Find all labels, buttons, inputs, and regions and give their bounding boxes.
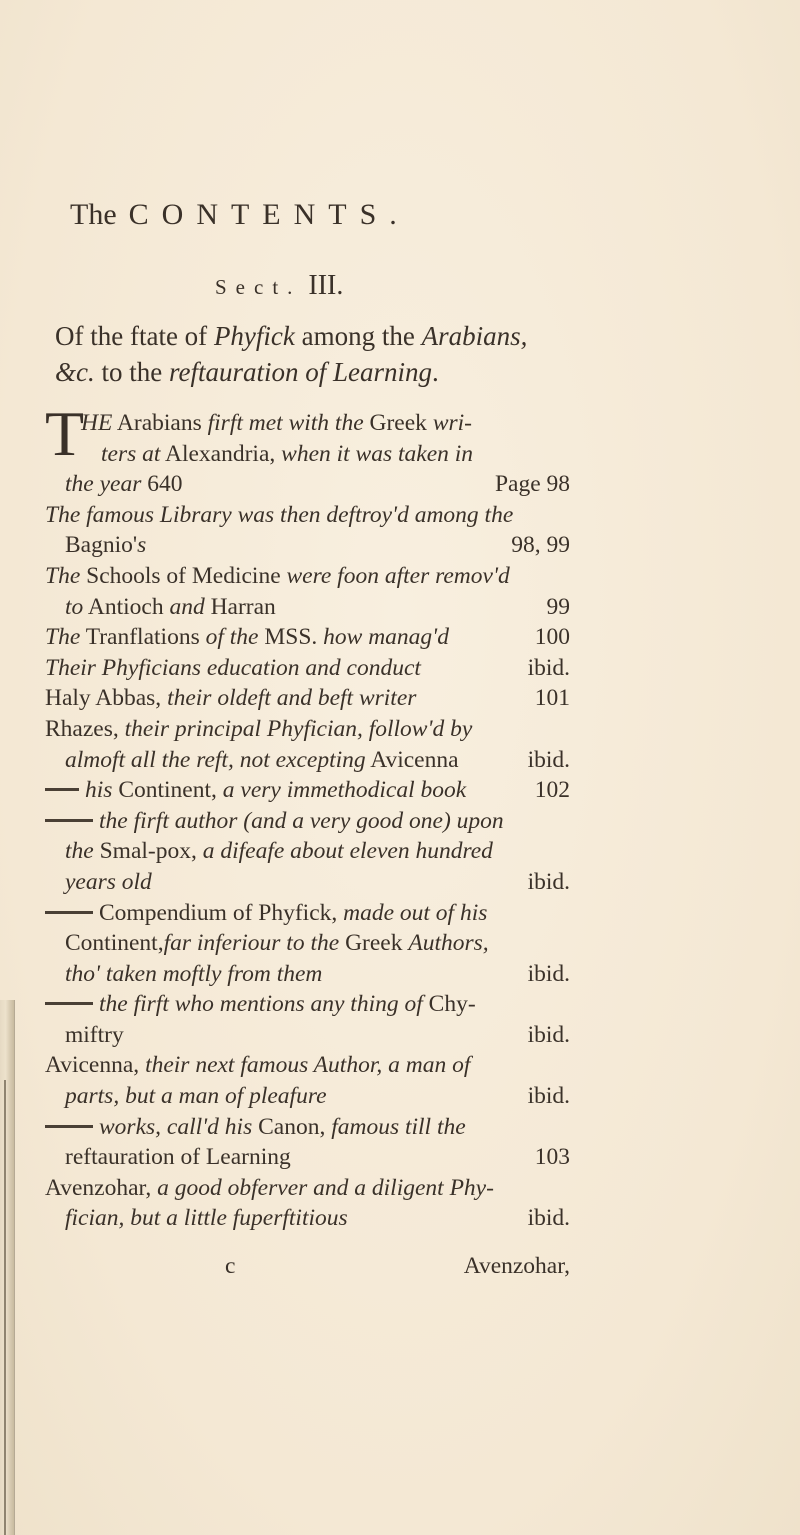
text-run: a good obferver and a diligent Phy- bbox=[157, 1174, 494, 1201]
section-title-line-2 bbox=[55, 354, 575, 390]
text-run: Smal-pox, bbox=[93, 838, 203, 865]
text-run: Tranflations bbox=[80, 624, 206, 651]
ditto-dash-icon bbox=[45, 788, 79, 791]
text-run: made out of his bbox=[343, 899, 488, 926]
text-run: Bagnio' bbox=[65, 532, 138, 559]
page-reference: Page 98 bbox=[494, 471, 570, 498]
contents-entry-line bbox=[45, 1142, 570, 1173]
text-run: Avicenna bbox=[365, 746, 459, 773]
text-run: Arabians, bbox=[421, 321, 528, 351]
text-run: his bbox=[85, 777, 113, 804]
entry-text bbox=[65, 867, 152, 898]
book-binding-edge bbox=[0, 1000, 15, 1535]
entry-text bbox=[65, 1142, 291, 1173]
entry-text bbox=[65, 1020, 124, 1051]
text-run: Avicenna, bbox=[45, 1052, 146, 1079]
running-title bbox=[70, 198, 410, 232]
contents-entry-line bbox=[45, 653, 570, 684]
text-run: their next famous Author, a man of bbox=[145, 1052, 471, 1079]
page-reference: 102 bbox=[534, 777, 570, 804]
text-run: Canon, bbox=[252, 1113, 332, 1140]
section-number: III. bbox=[308, 270, 344, 301]
text-run: the firft author (and a very good one) upon bbox=[99, 807, 504, 834]
text-run: Haly Abbas, bbox=[45, 685, 168, 712]
contents-entry-line bbox=[45, 928, 570, 959]
contents-entry-line bbox=[45, 1020, 570, 1051]
entry-text bbox=[45, 622, 449, 653]
page-reference: 99 bbox=[546, 593, 570, 620]
page-reference: ibid. bbox=[527, 1205, 570, 1232]
text-run: when it was taken in bbox=[281, 440, 474, 467]
text-run: to the bbox=[94, 357, 169, 387]
text-run: MSS. bbox=[258, 624, 324, 651]
ditto-dash-icon bbox=[45, 911, 93, 914]
contents-entry-line bbox=[45, 714, 570, 745]
entry-text bbox=[65, 592, 276, 623]
text-run: to bbox=[65, 593, 84, 620]
entry-text bbox=[65, 1203, 348, 1234]
text-run: works, call'd his bbox=[99, 1113, 253, 1140]
text-run: s bbox=[137, 532, 147, 559]
entry-text bbox=[65, 469, 182, 500]
entry-text bbox=[45, 500, 513, 531]
entry-text bbox=[45, 898, 487, 929]
contents-entry-line bbox=[45, 806, 570, 837]
text-run: Chy- bbox=[422, 991, 476, 1018]
entry-text bbox=[45, 989, 476, 1020]
text-run: and bbox=[169, 593, 205, 620]
text-run: Continent, bbox=[112, 777, 223, 804]
contents-entry-line bbox=[45, 836, 570, 867]
entry-text bbox=[65, 836, 493, 867]
ditto-dash-icon bbox=[45, 1125, 93, 1128]
section-heading bbox=[215, 270, 343, 302]
text-run: were foon after remov'd bbox=[286, 562, 510, 589]
section-title bbox=[55, 318, 575, 390]
contents-entry-line bbox=[45, 683, 570, 714]
text-run: Avenzohar, bbox=[45, 1174, 158, 1201]
text-run: reftauration of Learning bbox=[65, 1144, 291, 1171]
text-run: a very immethodical book bbox=[222, 777, 467, 804]
text-run: among the bbox=[294, 321, 422, 351]
text-run: of the bbox=[205, 624, 259, 651]
text-run: Rhazes, bbox=[45, 715, 125, 742]
text-run: tho' taken moftly from them bbox=[65, 960, 323, 987]
page-reference: ibid. bbox=[527, 1021, 570, 1048]
contents-entry-line bbox=[45, 530, 570, 561]
contents-entry-line bbox=[45, 745, 570, 776]
entry-text bbox=[65, 928, 489, 959]
drop-cap: T bbox=[45, 398, 85, 469]
contents-entry-line bbox=[45, 867, 570, 898]
contents-entry-line bbox=[45, 439, 570, 470]
ditto-dash-icon bbox=[45, 1002, 93, 1005]
text-run: their principal Phyfician, follow'd by bbox=[124, 715, 473, 742]
text-run: far inferiour to the bbox=[163, 930, 340, 957]
signature-mark: c bbox=[225, 1253, 236, 1279]
text-run: Authors, bbox=[408, 930, 489, 957]
running-title-caps: CONTENTS. bbox=[128, 198, 410, 231]
text-run: Continent, bbox=[65, 930, 164, 957]
text-run: the firft who mentions any thing of bbox=[99, 991, 423, 1018]
text-run: The bbox=[45, 562, 81, 589]
contents-entry-line bbox=[45, 561, 570, 592]
text-run: Compendium of Phyfick, bbox=[99, 899, 344, 926]
page-reference: ibid. bbox=[527, 960, 570, 987]
entry-text bbox=[65, 1081, 327, 1112]
text-run: the bbox=[65, 838, 94, 865]
page-footer bbox=[45, 1253, 570, 1283]
contents-entry-line bbox=[45, 1203, 570, 1234]
entry-text bbox=[45, 653, 421, 684]
text-run: Alexandria, bbox=[160, 440, 282, 467]
contents-entry-line bbox=[45, 989, 570, 1020]
text-run: years old bbox=[65, 868, 152, 895]
entry-text bbox=[45, 561, 510, 592]
text-run: &c. bbox=[55, 357, 95, 387]
contents-entry-line bbox=[45, 469, 570, 500]
text-run: Greek bbox=[339, 930, 409, 957]
text-run: how manag'd bbox=[323, 624, 449, 651]
page-reference: ibid. bbox=[527, 1083, 570, 1110]
entry-text bbox=[65, 959, 322, 990]
text-run: HE bbox=[81, 410, 113, 436]
entry-text bbox=[45, 775, 466, 806]
contents-entry-line bbox=[45, 622, 570, 653]
contents-entry-line bbox=[45, 1173, 570, 1204]
text-run: wri- bbox=[432, 410, 472, 436]
entry-text bbox=[45, 1112, 466, 1143]
text-run: Antioch bbox=[83, 593, 170, 620]
contents-entry-line bbox=[45, 898, 570, 929]
text-run: famous till the bbox=[331, 1113, 466, 1140]
entry-text bbox=[45, 806, 504, 837]
page-reference: 100 bbox=[534, 624, 570, 651]
section-label: Sect. bbox=[215, 275, 302, 299]
text-run: the year bbox=[65, 471, 142, 498]
section-title-line-1 bbox=[55, 318, 575, 354]
text-run: Their Phyficians education and conduct bbox=[45, 654, 421, 681]
catchword: Avenzohar, bbox=[463, 1253, 570, 1279]
page-reference: 101 bbox=[534, 685, 570, 712]
entry-text bbox=[45, 683, 416, 714]
running-title-prefix: The bbox=[70, 198, 117, 231]
text-run: . bbox=[432, 357, 439, 387]
text-run: reftauration of Learning bbox=[169, 357, 433, 387]
ditto-dash-icon bbox=[45, 819, 93, 822]
contents-entry-line bbox=[45, 1081, 570, 1112]
text-run: 640 bbox=[141, 471, 183, 498]
page-reference: ibid. bbox=[527, 746, 570, 773]
contents-entry-line bbox=[45, 500, 570, 531]
page-reference: 103 bbox=[534, 1144, 570, 1171]
text-run: ters at bbox=[101, 440, 161, 467]
entry-text bbox=[65, 530, 146, 561]
page-reference: ibid. bbox=[527, 654, 570, 681]
text-run: The bbox=[45, 624, 81, 651]
text-run: fician, but a little fuperftitious bbox=[65, 1205, 348, 1232]
entry-text bbox=[65, 745, 459, 776]
entry-text bbox=[45, 714, 472, 745]
text-run: Schools of Medicine bbox=[80, 562, 287, 589]
contents-entry-line bbox=[45, 1112, 570, 1143]
text-run: Greek bbox=[363, 410, 433, 436]
text-run: Harran bbox=[204, 593, 276, 620]
text-run: Of the ftate of bbox=[55, 321, 214, 351]
contents-entry-line bbox=[45, 775, 570, 806]
text-run: almoft all the reft, not excepting bbox=[65, 746, 366, 773]
contents-entry-line bbox=[45, 592, 570, 623]
text-run: firft met with the bbox=[207, 410, 364, 436]
text-run: their oldeft and beft writer bbox=[167, 685, 417, 712]
text-run: a difeafe about eleven hundred bbox=[202, 838, 493, 865]
text-run: parts, but a man of pleafure bbox=[65, 1083, 327, 1110]
text-run: The famous Library was then deftroy'd among the bbox=[45, 501, 514, 528]
text-run: miftry bbox=[65, 1021, 124, 1048]
contents-entries bbox=[45, 398, 570, 1234]
contents-entry-line bbox=[45, 959, 570, 990]
entry-text bbox=[81, 408, 472, 439]
page-reference: ibid. bbox=[527, 868, 570, 895]
entry-text bbox=[45, 1050, 470, 1081]
contents-entry-line bbox=[45, 1050, 570, 1081]
text-run: Phyfick bbox=[213, 321, 295, 351]
text-run: Arabians bbox=[112, 410, 208, 436]
entry-text bbox=[101, 439, 473, 470]
page-reference: 98, 99 bbox=[511, 532, 570, 559]
entry-text bbox=[45, 1173, 494, 1204]
